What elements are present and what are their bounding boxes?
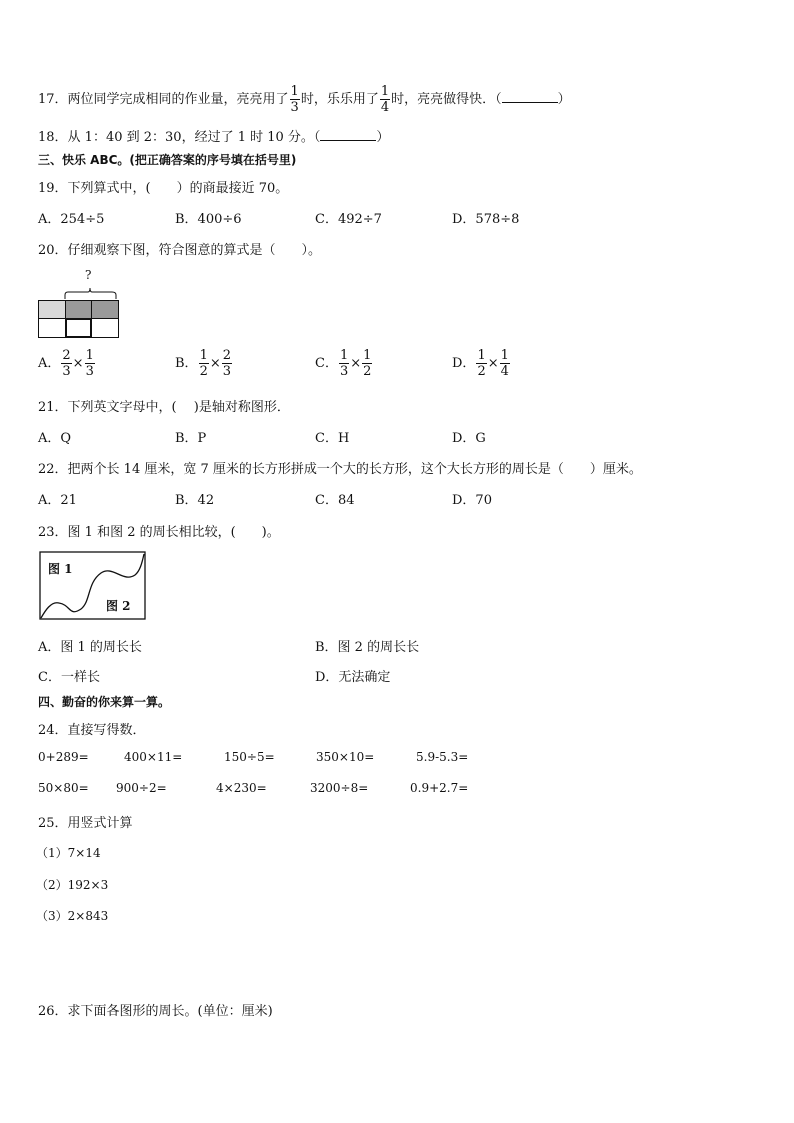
calc-item: 350×10=	[316, 750, 375, 764]
calc-item: 0.9+2.7=	[410, 781, 469, 795]
grid-figure	[38, 268, 120, 340]
section-4-heading: 四、勤奋的你来算一算。	[38, 695, 171, 709]
option-c[interactable]: C． $\frac{1}{3}$ × $\frac{1}{2}$	[315, 348, 372, 379]
option-c[interactable]: C．H	[315, 431, 350, 446]
calc-item: 5.9-5.3=	[416, 750, 469, 764]
calc-item: （1）7×14	[36, 846, 101, 860]
calc-item: 4×230=	[216, 781, 267, 795]
option-b[interactable]: B．图 2 的周长长	[315, 640, 420, 655]
fraction: $\frac{1}{3}$	[85, 348, 94, 379]
calc-item: 150÷5=	[224, 750, 275, 764]
calc-item: （2）192×3	[36, 878, 109, 892]
option-c[interactable]: C．492÷7	[315, 212, 382, 227]
option-a[interactable]: A．21	[38, 493, 77, 508]
question-19-stem: 19．下列算式中，( ）的商最接近 70。	[38, 181, 289, 196]
calc-item: （3）2×843	[36, 909, 109, 923]
option-d[interactable]: D． $\frac{1}{2}$ × $\frac{1}{4}$	[452, 348, 509, 379]
calc-item: 900÷2=	[116, 781, 167, 795]
option-c[interactable]: C．一样长	[38, 670, 100, 685]
brace	[38, 268, 120, 302]
option-b[interactable]: B．400÷6	[175, 212, 242, 227]
option-b[interactable]: B． $\frac{1}{2}$ × $\frac{2}{3}$	[175, 348, 232, 379]
question-20-stem: 20．仔细观察下图，符合图意的算式是（ ）。	[38, 243, 322, 258]
fraction: $\frac{1}{4}$	[380, 84, 390, 115]
option-c[interactable]: C．84	[315, 493, 355, 508]
fraction: $\frac{2}{3}$	[62, 348, 71, 379]
option-d[interactable]: D．70	[452, 493, 492, 508]
grid-cell	[38, 318, 66, 338]
section-3-heading: 三、快乐 ABC。(把正确答案的序号填在括号里)	[38, 153, 297, 167]
question-21-stem: 21．下列英文字母中，( )是轴对称图形．	[38, 400, 290, 415]
perimeter-figure	[39, 551, 146, 620]
grid-cell	[38, 300, 66, 319]
question-26-stem: 26．求下面各图形的周长。(单位：厘米)	[38, 1004, 273, 1019]
question-17: 17．两位同学完成相同的作业量，亮亮用了 $\frac{1}{3}$ 时，乐乐用了 $\frac{1}{4}$ 时，亮亮做得快．（ ）	[38, 84, 571, 115]
question-22-stem: 22．把两个长 14 厘米，宽 7 厘米的长方形拼成一个大的长方形，这个大长方形的周长是（ ）厘米。	[38, 462, 642, 477]
calc-item: 400×11=	[124, 750, 183, 764]
grid-cell-shaded	[91, 300, 119, 319]
calc-item: 50×80=	[38, 781, 89, 795]
option-a[interactable]: A． $\frac{2}{3}$ × $\frac{1}{3}$	[38, 348, 94, 379]
fraction: $\frac{1}{2}$	[477, 348, 486, 379]
option-d[interactable]: D．无法确定	[315, 670, 391, 685]
fraction: $\frac{1}{2}$	[363, 348, 372, 379]
figure-2-label: 图 2	[106, 599, 131, 613]
calc-item: 3200÷8=	[310, 781, 369, 795]
option-a[interactable]: A．254÷5	[38, 212, 105, 227]
fraction: $\frac{1}{2}$	[199, 348, 208, 379]
calc-item: 0+289=	[38, 750, 89, 764]
answer-blank[interactable]	[320, 129, 376, 141]
question-24-stem: 24．直接写得数．	[38, 723, 146, 738]
option-b[interactable]: B．P	[175, 431, 207, 446]
question-25-stem: 25．用竖式计算	[38, 816, 133, 831]
fraction: $\frac{2}{3}$	[222, 348, 232, 379]
question-23-stem: 23．图 1 和图 2 的周长相比较，( )。	[38, 525, 280, 540]
grid-cell	[65, 318, 92, 338]
fraction: $\frac{1}{4}$	[500, 348, 509, 379]
option-a[interactable]: A．Q	[38, 431, 72, 446]
grid-cell	[91, 318, 119, 338]
question-mark: ?	[85, 268, 92, 282]
figure-1-label: 图 1	[48, 562, 73, 576]
option-b[interactable]: B．42	[175, 493, 215, 508]
answer-blank[interactable]	[502, 91, 558, 103]
fraction: $\frac{1}{3}$	[290, 84, 299, 115]
grid-cell-shaded	[65, 300, 92, 319]
option-a[interactable]: A．图 1 的周长长	[38, 640, 142, 655]
fraction: $\frac{1}{3}$	[339, 348, 349, 379]
question-18: 18．从 1：40 到 2：30，经过了 1 时 10 分。（ ）	[38, 130, 390, 145]
option-d[interactable]: D．G	[452, 431, 486, 446]
option-d[interactable]: D．578÷8	[452, 212, 520, 227]
